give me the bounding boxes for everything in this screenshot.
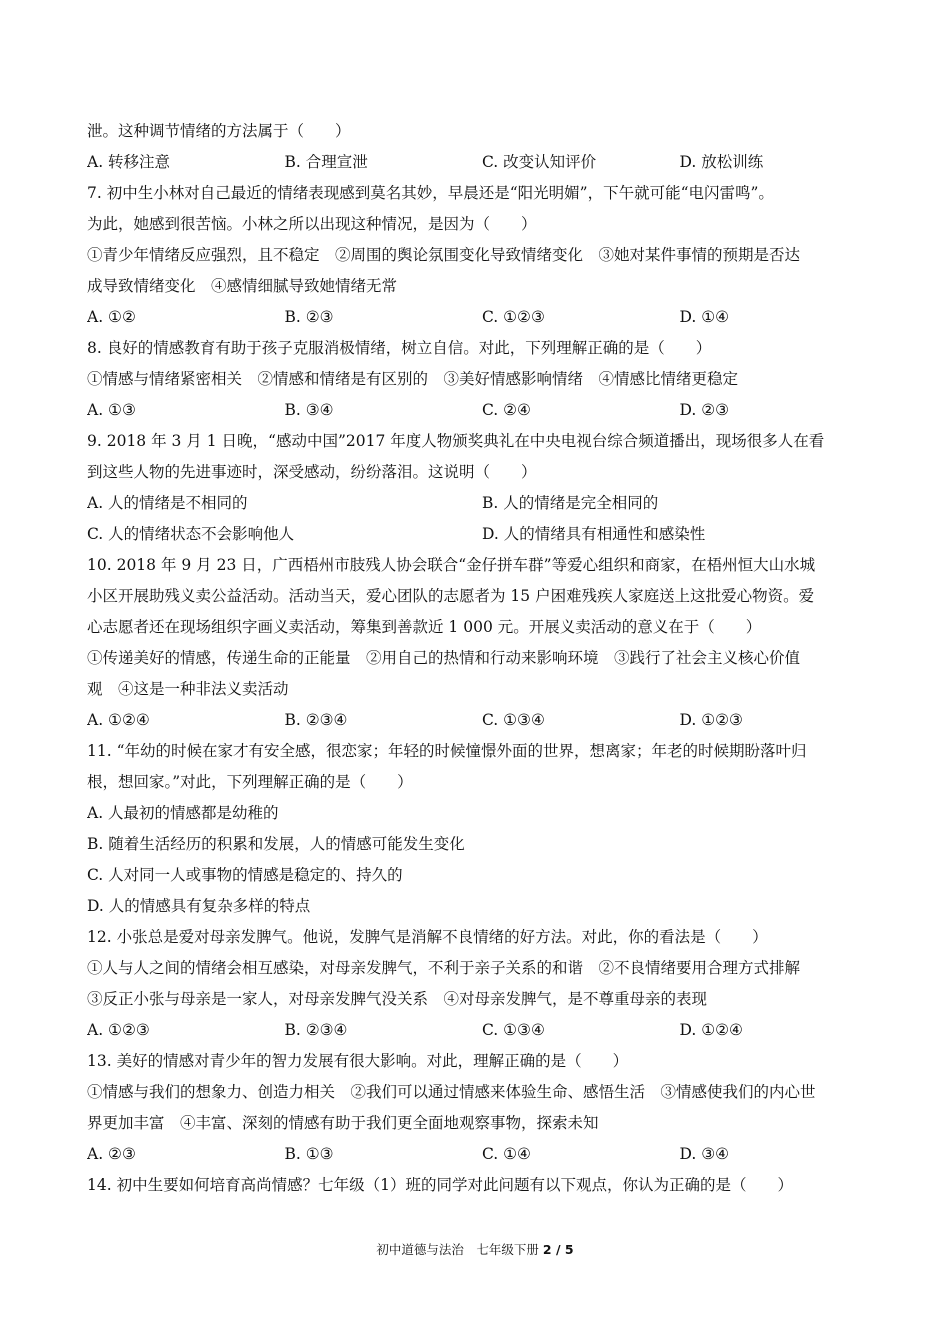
question-10-stem: 心志愿者还在现场组织字画义卖活动，筹集到善款近 1 000 元。开展义卖活动的意义在于（ ） bbox=[87, 618, 762, 636]
option-a[interactable]: A. 人最初的情感都是幼稚的 bbox=[87, 804, 279, 822]
option-d[interactable]: D. ①②③ bbox=[679, 711, 743, 729]
option-d[interactable]: D. ①④ bbox=[679, 308, 730, 326]
question-12-options bbox=[87, 1015, 877, 1046]
option-a[interactable]: A. ①③ bbox=[87, 401, 136, 419]
question-6-options bbox=[87, 147, 877, 178]
question-10-options bbox=[87, 705, 877, 736]
question-10-stem: 10. 2018 年 9 月 23 日，广西梧州市肢残人协会联合“金仔拼车群”等爱心组织和商家，在梧州恒大山水城 bbox=[87, 556, 816, 574]
question-13-stem: 13. 美好的情感对青少年的智力发展有很大影响。对此，理解正确的是（ ） bbox=[87, 1052, 629, 1070]
option-a[interactable]: A. ①②③ bbox=[87, 1021, 150, 1039]
page-number: 2 / 5 bbox=[542, 1242, 574, 1257]
question-list bbox=[87, 116, 877, 1201]
question-12-statements: ①人与人之间的情绪会相互感染，对母亲发脾气，不利于亲子关系的和谐 ②不良情绪要用合理方式排解 bbox=[87, 959, 801, 977]
footer-label: 初中道德与法治 七年级下册 bbox=[376, 1242, 539, 1257]
option-d[interactable]: D. 人的情感具有复杂多样的特点 bbox=[87, 897, 311, 915]
option-b[interactable]: B. ②③ bbox=[284, 308, 334, 326]
question-9-options bbox=[87, 488, 877, 519]
question-11-stem: 根，想回家。”对此，下列理解正确的是（ ） bbox=[87, 773, 413, 791]
question-7-stem: 为此，她感到很苦恼。小林之所以出现这种情况，是因为（ ） bbox=[87, 215, 537, 233]
page-footer bbox=[0, 1241, 950, 1259]
option-c[interactable]: C. ①②③ bbox=[482, 308, 545, 326]
option-b[interactable]: B. ②③④ bbox=[284, 711, 348, 729]
option-c[interactable]: C. ①④ bbox=[482, 1145, 531, 1163]
option-b[interactable]: B. ①③ bbox=[284, 1145, 334, 1163]
question-10-statements: ①传递美好的情感，传递生命的正能量 ②用自己的热情和行动来影响环境 ③践行了社会主义核心价值 bbox=[87, 649, 801, 667]
option-a[interactable]: A. 转移注意 bbox=[87, 153, 171, 171]
option-b[interactable]: B. 人的情绪是完全相同的 bbox=[482, 494, 659, 512]
option-b[interactable]: B. 随着生活经历的积累和发展，人的情感可能发生变化 bbox=[87, 835, 465, 853]
question-12-stem: 12. 小张总是爱对母亲发脾气。他说，发脾气是消解不良情绪的好方法。对此，你的看法是（ ） bbox=[87, 928, 768, 946]
question-7-statements: 成导致情绪变化 ④感情细腻导致她情绪无常 bbox=[87, 277, 398, 295]
option-d[interactable]: D. ①②④ bbox=[679, 1021, 743, 1039]
question-8-stem: 8. 良好的情感教育有助于孩子克服消极情绪，树立自信。对此，下列理解正确的是（ ） bbox=[87, 339, 712, 357]
option-a[interactable]: A. 人的情绪是不相同的 bbox=[87, 494, 248, 512]
question-9-options bbox=[87, 519, 877, 550]
option-d[interactable]: D. ②③ bbox=[679, 401, 730, 419]
option-d[interactable]: D. ③④ bbox=[679, 1145, 730, 1163]
option-c[interactable]: C. ②④ bbox=[482, 401, 531, 419]
option-c[interactable]: C. ①③④ bbox=[482, 1021, 545, 1039]
option-d[interactable]: D. 放松训练 bbox=[679, 153, 764, 171]
question-7-stem: 7. 初中生小林对自己最近的情绪表现感到莫名其妙，早晨还是“阳光明媚”，下午就可能“电闪雷鸣”。 bbox=[87, 184, 774, 202]
option-b[interactable]: B. 合理宣泄 bbox=[284, 153, 368, 171]
question-6-stem: 泄。这种调节情绪的方法属于（ ） bbox=[87, 122, 351, 140]
option-b[interactable]: B. ③④ bbox=[284, 401, 334, 419]
question-8-statements: ①情感与情绪紧密相关 ②情感和情绪是有区别的 ③美好情感影响情绪 ④情感比情绪更稳定 bbox=[87, 370, 739, 388]
question-10-stem: 小区开展助残义卖公益活动。活动当天，爱心团队的志愿者为 15 户困难残疾人家庭送上这批爱心物资。爱 bbox=[87, 587, 815, 605]
question-7-options bbox=[87, 302, 877, 333]
question-14-stem: 14. 初中生要如何培育高尚情感？七年级（1）班的同学对此问题有以下观点，你认为正确的是（ ） bbox=[87, 1176, 793, 1194]
question-7-statements: ①青少年情绪反应强烈，且不稳定 ②周围的舆论氛围变化导致情绪变化 ③她对某件事情的预期是否达 bbox=[87, 246, 801, 264]
question-8-options bbox=[87, 395, 877, 426]
question-13-options bbox=[87, 1139, 877, 1170]
question-12-statements: ③反正小张与母亲是一家人，对母亲发脾气没关系 ④对母亲发脾气，是不尊重母亲的表现 bbox=[87, 990, 708, 1008]
option-a[interactable]: A. ①②④ bbox=[87, 711, 150, 729]
option-b[interactable]: B. ②③④ bbox=[284, 1021, 348, 1039]
option-c[interactable]: C. 改变认知评价 bbox=[482, 153, 597, 171]
option-a[interactable]: A. ②③ bbox=[87, 1145, 136, 1163]
question-9-stem: 到这些人物的先进事迹时，深受感动，纷纷落泪。这说明（ ） bbox=[87, 463, 537, 481]
question-11-stem: 11. “年幼的时候在家才有安全感，很恋家；年轻的时候憧憬外面的世界，想离家；年老的时候期盼落叶归 bbox=[87, 742, 807, 760]
option-c[interactable]: C. 人的情绪状态不会影响他人 bbox=[87, 525, 295, 543]
option-c[interactable]: C. 人对同一人或事物的情感是稳定的、持久的 bbox=[87, 866, 403, 884]
option-c[interactable]: C. ①③④ bbox=[482, 711, 545, 729]
option-d[interactable]: D. 人的情绪具有相通性和感染性 bbox=[482, 525, 706, 543]
question-13-statements: ①情感与我们的想象力、创造力相关 ②我们可以通过情感来体验生命、感悟生活 ③情感使我们的内心世 bbox=[87, 1083, 816, 1101]
question-9-stem: 9. 2018 年 3 月 1 日晚，“感动中国”2017 年度人物颁奖典礼在中央电视台综合频道播出，现场很多人在看 bbox=[87, 432, 825, 450]
question-10-statements: 观 ④这是一种非法义卖活动 bbox=[87, 680, 289, 698]
option-a[interactable]: A. ①② bbox=[87, 308, 136, 326]
question-13-statements: 界更加丰富 ④丰富、深刻的情感有助于我们更全面地观察事物，探索未知 bbox=[87, 1114, 599, 1132]
